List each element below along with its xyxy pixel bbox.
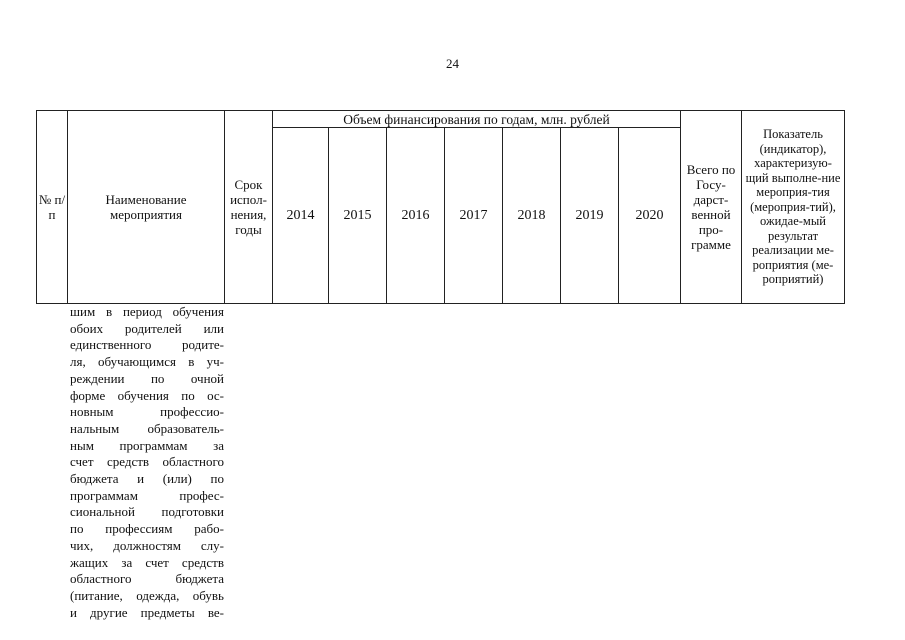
col-name: Наименование мероприятия <box>68 111 225 304</box>
text-line: нальным образователь- <box>70 420 224 436</box>
text-line: ным программам за <box>70 437 224 453</box>
year-2014: 2014 <box>273 128 329 304</box>
text-line: форме обучения по ос- <box>70 387 224 403</box>
text-line: шим в период обучения <box>70 304 224 319</box>
page-number: 24 <box>446 56 459 71</box>
text-line: счет средств областного <box>70 454 224 470</box>
year-2019: 2019 <box>561 128 619 304</box>
text-line: сиональной подготовки <box>70 504 224 520</box>
col-total: Всего по Госу-дарст-венной про-грамме <box>681 111 742 304</box>
text-line: программам профес- <box>70 487 224 503</box>
measure-description <box>70 304 224 621</box>
text-line: ля, обучающимся в уч- <box>70 354 224 370</box>
text-line: реждении по очной <box>70 370 224 386</box>
year-2017: 2017 <box>445 128 503 304</box>
year-2015: 2015 <box>329 128 387 304</box>
text-line: обоих родителей или <box>70 320 224 336</box>
text-line: жащих за счет средств <box>70 554 224 570</box>
col-num: № п/п <box>37 111 68 304</box>
text-line: чих, должностям слу- <box>70 537 224 553</box>
text-line: новным профессио- <box>70 404 224 420</box>
text-line: единственного родите- <box>70 337 224 353</box>
year-2020: 2020 <box>619 128 681 304</box>
text-line: областного бюджета <box>70 571 224 587</box>
col-indicator: Показатель (индикатор), характеризую-щий выполне-ние мероприя-тия (мероприя-тий), ожидае-мый результат реализации ме-роприятия (ме-роприятий) <box>742 111 845 304</box>
text-line: по профессиям рабо- <box>70 521 224 537</box>
header-table <box>36 110 845 304</box>
year-2016: 2016 <box>387 128 445 304</box>
col-funding-group: Объем финансирования по годам, млн. рублей <box>273 111 681 128</box>
col-term: Срок испол-нения, годы <box>225 111 273 304</box>
text-line: бюджета и (или) по <box>70 471 224 487</box>
text-line: и другие предметы ве- <box>70 604 224 620</box>
text-line: (питание, одежда, обувь <box>70 587 224 603</box>
year-2018: 2018 <box>503 128 561 304</box>
